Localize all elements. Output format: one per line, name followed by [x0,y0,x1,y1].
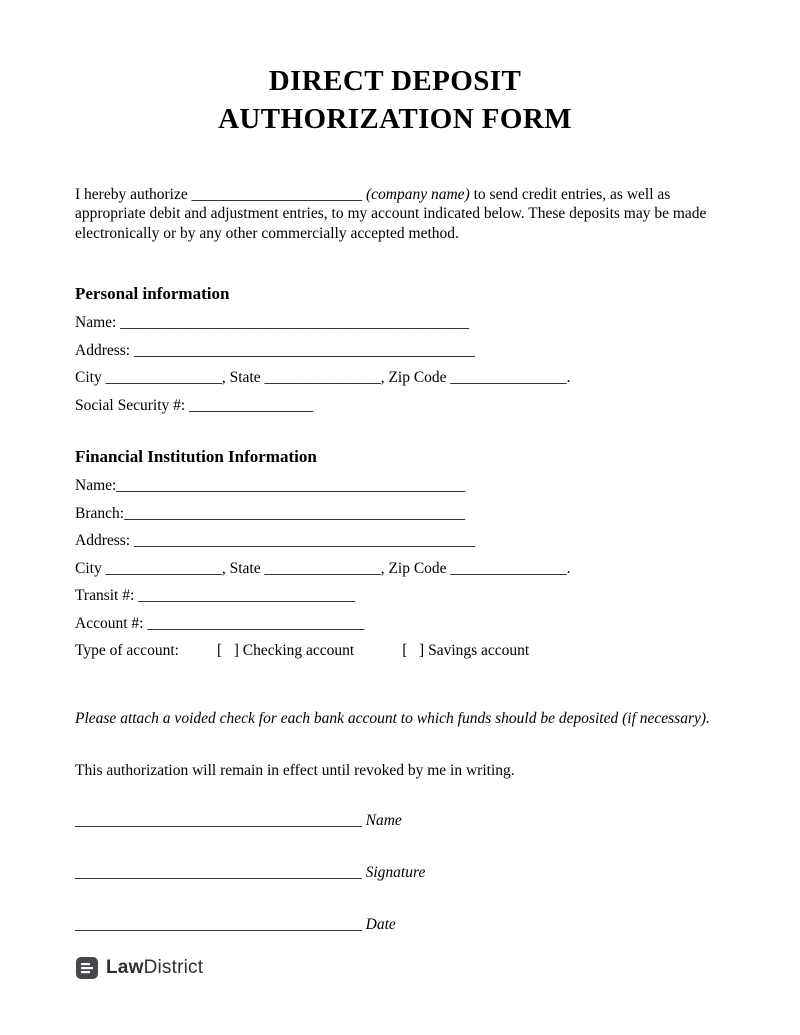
personal-address-blank: ____________________________________________ [133,341,475,359]
account-type-row [75,637,715,665]
financial-transit-blank: ____________________________ [138,587,356,605]
intro-paragraph [75,185,715,244]
financial-branch-blank: ____________________________________________ [124,504,466,522]
account-type-label: Type of account: [75,642,179,660]
personal-name-row [75,309,715,337]
personal-name-blank: _____________________________________________ [120,314,469,332]
brand-law: Law [106,956,144,978]
signature-signature-row [75,864,715,882]
form-title-line1: DIRECT DEPOSIT [268,65,522,97]
personal-city-state-zip-row [75,364,715,392]
personal-info-fields [75,309,715,419]
savings-account-checkbox: [ ] Savings account [402,642,530,660]
form-title [75,62,715,139]
financial-city-state-zip-row [75,555,715,583]
signature-date-row [75,916,715,934]
financial-address-blank: ____________________________________________ [133,532,475,550]
financial-info-fields [75,472,715,665]
personal-name-label: Name: [75,314,121,332]
financial-account-label: Account #: [75,614,148,632]
authorization-statement: This authorization will remain in effect until revoked by me in writing. [75,761,515,779]
signature-name-blank: _____________________________________ [75,811,362,829]
financial-branch-row [75,500,715,528]
financial-transit-row [75,582,715,610]
financial-transit-label: Transit #: [75,587,139,605]
financial-city-state-zip: City _______________, State _______________, Zip Code _______________. [75,559,571,577]
financial-name-label: Name: [75,477,117,495]
personal-info-heading: Personal information [75,284,230,304]
financial-account-blank: ____________________________ [147,614,365,632]
voided-check-note: Please attach a voided check for each bank account to which funds should be deposited (if necessary). [75,709,710,727]
financial-name-row [75,472,715,500]
personal-ssn-blank: ________________ [189,396,314,414]
financial-name-blank: _____________________________________________ [116,477,466,495]
lawdistrict-brand-text [106,957,203,979]
intro-suffix: to send credit entries, as well as appropriate debit and adjustment entries, to my account indicated below. These deposits may be made electronically or by any other commercially accepted method. [75,185,707,243]
signature-date-label: Date [365,915,396,933]
company-name-hint: (company name) [366,185,470,203]
personal-city-state-zip: City _______________, State _______________, Zip Code _______________. [75,369,571,387]
signature-name-label: Name [365,811,402,829]
brand-district: District [143,956,204,978]
personal-address-label: Address: [75,341,134,359]
signature-date-blank: _____________________________________ [75,915,362,933]
form-title-line2: AUTHORIZATION FORM [218,103,572,136]
financial-branch-label: Branch: [75,504,125,522]
personal-ssn-row [75,392,715,420]
personal-ssn-label: Social Security #: [75,396,190,414]
financial-account-row [75,610,715,638]
lawdistrict-logo [75,956,715,980]
lawdistrict-logo-icon [75,956,99,980]
checking-account-checkbox: [ ] Checking account [216,642,355,660]
company-name-blank: ______________________ [191,185,363,203]
financial-address-row [75,527,715,555]
intro-prefix: I hereby authorize [75,185,188,203]
signature-signature-blank: _____________________________________ [75,863,362,881]
financial-info-heading: Financial Institution Information [75,447,317,467]
personal-address-row [75,337,715,365]
financial-address-label: Address: [75,532,134,550]
signature-name-row [75,812,715,830]
signature-signature-label: Signature [365,863,426,881]
